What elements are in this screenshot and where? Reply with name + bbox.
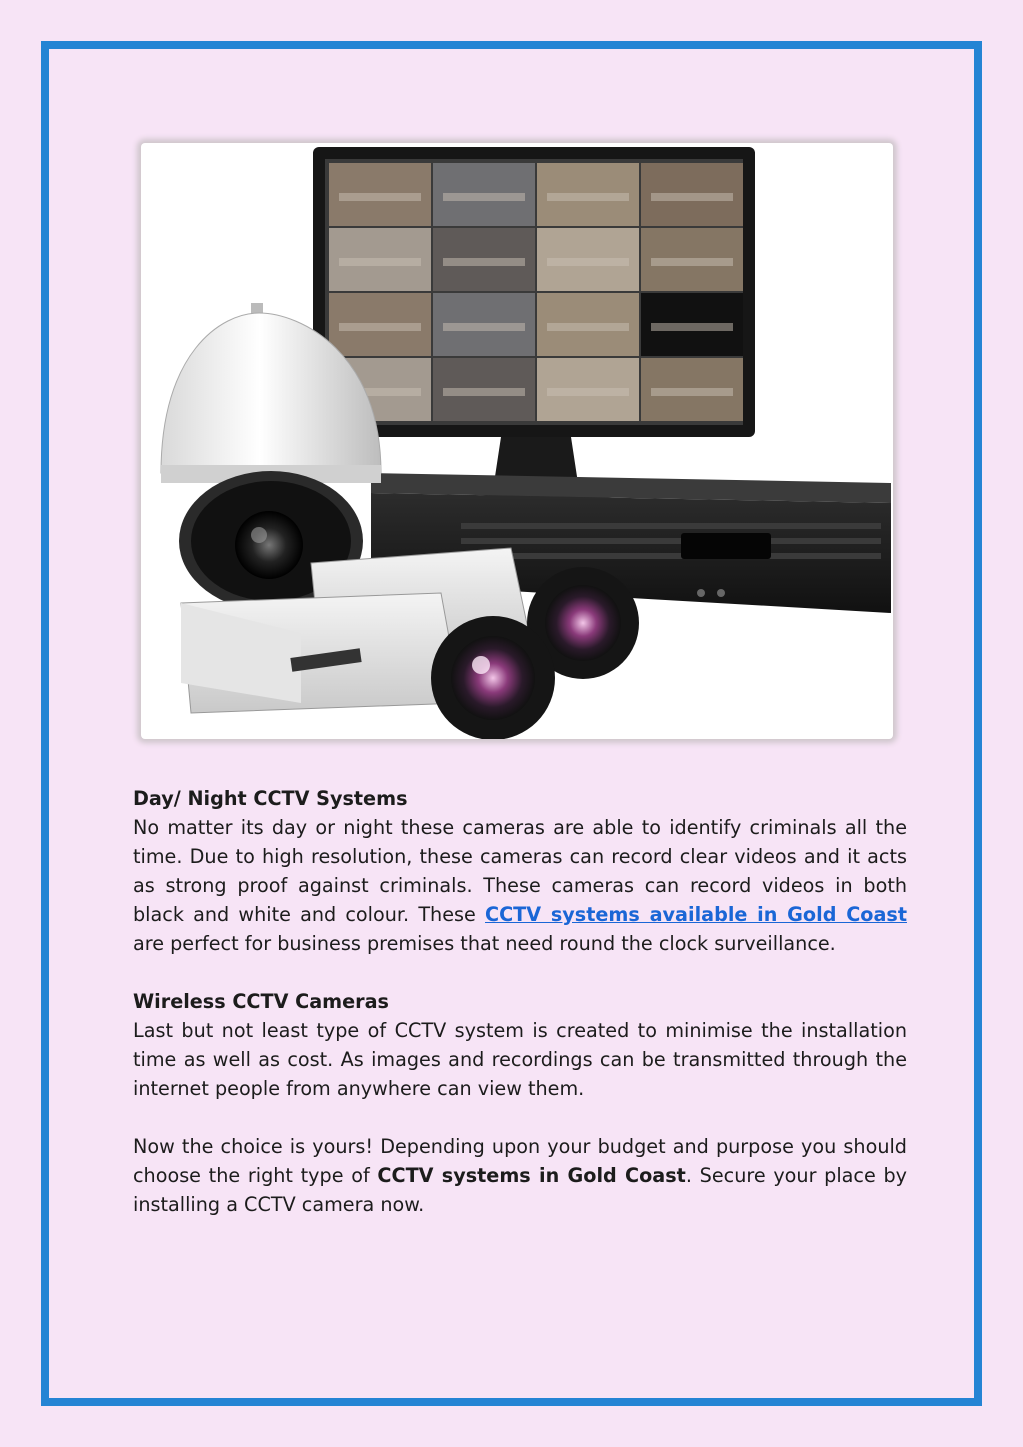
spacer xyxy=(133,1103,907,1132)
paragraph-text: . Secure your place by installing a CCTV camera now. xyxy=(133,1164,908,1216)
camera-feed-detail xyxy=(339,193,421,201)
camera-feed-detail xyxy=(547,258,629,266)
camera-feed-detail xyxy=(443,258,525,266)
camera-feed-detail xyxy=(651,258,733,266)
section-heading-day-night: Day/ Night CCTV Systems xyxy=(133,787,408,810)
section-heading-wireless: Wireless CCTV Cameras xyxy=(133,990,389,1013)
camera-feed-detail xyxy=(651,388,733,396)
bold-keyword: CCTV systems in Gold Coast xyxy=(377,1164,686,1187)
paragraph-text: No matter its day or night these cameras are able to identify criminals all the time. Due to high resolution, these cameras can record clear videos and it acts as strong proof against criminals. These cameras can record videos in both black and white and colour. These xyxy=(133,816,907,926)
camera-feed-detail xyxy=(547,388,629,396)
paragraph-text: Now the choice is yours! Depending upon your budget and purpose you should choose the right type of xyxy=(133,1135,907,1187)
spacer xyxy=(133,958,907,987)
paragraph-text: are perfect for business premises that need round the clock surveillance. xyxy=(133,932,836,955)
camera-feed-detail xyxy=(339,323,421,331)
camera-feed-detail xyxy=(443,388,525,396)
section-paragraph-wireless: Last but not least type of CCTV system is created to minimise the installation time as well as cost. As images and recordings can be transmitted through the internet people from anywhere can view them. xyxy=(133,1019,907,1100)
section-paragraph-day-night xyxy=(133,813,907,958)
closing-paragraph xyxy=(133,1132,907,1219)
cctv-gold-coast-link[interactable]: CCTV systems available in Gold Coast xyxy=(485,903,907,926)
camera-feed-detail xyxy=(547,193,629,201)
cctv-illustration xyxy=(141,143,893,739)
camera-feed-detail xyxy=(547,323,629,331)
cctv-product-image xyxy=(141,143,893,739)
camera-feed-detail xyxy=(651,193,733,201)
article-body xyxy=(133,784,907,1219)
camera-feed-detail xyxy=(651,323,733,331)
camera-feed-detail xyxy=(443,323,525,331)
camera-feed-detail xyxy=(339,258,421,266)
page-frame xyxy=(41,41,982,1406)
camera-feed-detail xyxy=(443,193,525,201)
